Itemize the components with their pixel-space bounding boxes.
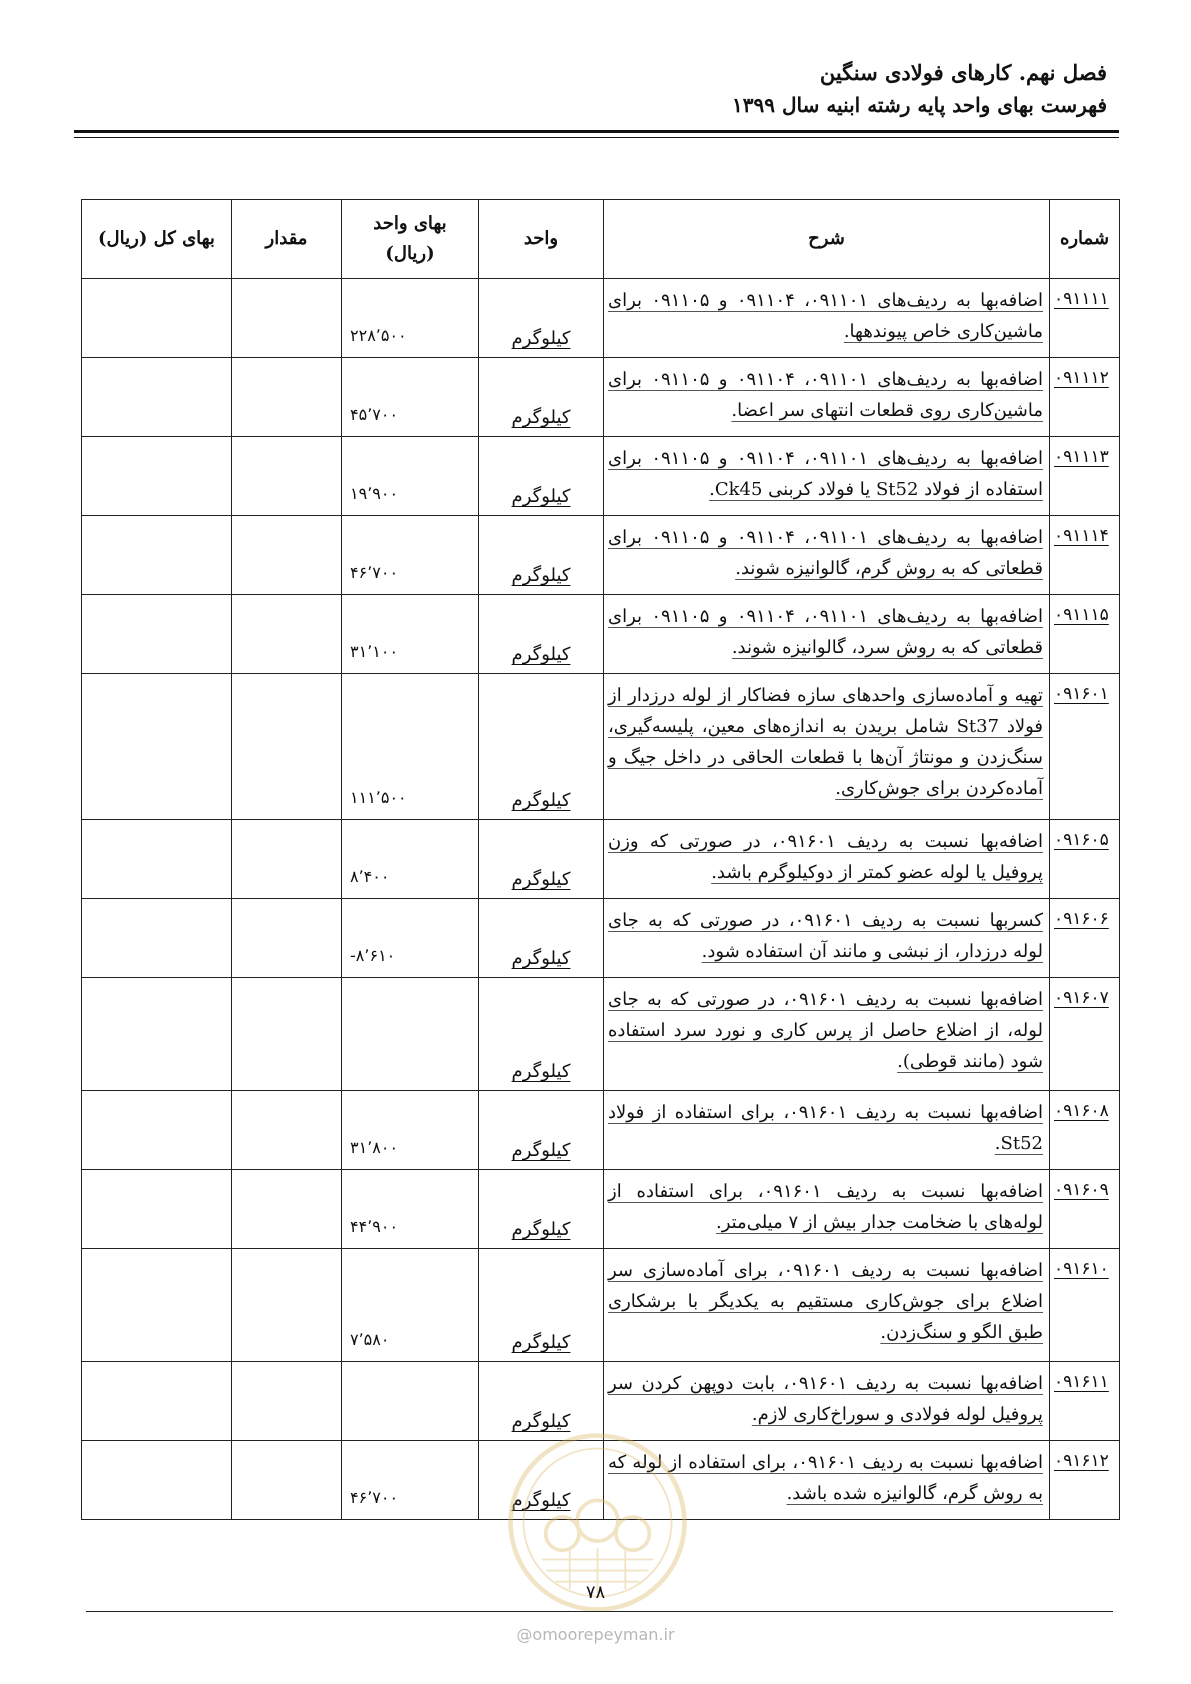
row-unit-price-text: ۱۱۱٬۵۰۰ — [350, 788, 407, 807]
row-description-text: کسربها نسبت به ردیف ۰۹۱۶۰۱، در صورتی که به جای لوله درزدار، از نبشی و مانند آن استفاده شود. — [608, 910, 1043, 962]
table-row — [82, 1170, 1120, 1249]
row-unit — [479, 899, 604, 978]
row-code — [1050, 1249, 1120, 1362]
row-code — [1050, 437, 1120, 516]
row-total-price — [82, 820, 232, 899]
document-subtitle: فهرست بهای واحد پایه رشته ابنیه سال ۱۳۹۹ — [732, 93, 1107, 117]
row-unit-price — [342, 437, 479, 516]
row-total-price — [82, 437, 232, 516]
row-description — [604, 674, 1050, 820]
row-quantity — [232, 674, 342, 820]
row-total-price — [82, 1249, 232, 1362]
row-code — [1050, 1091, 1120, 1170]
row-description-text: اضافه‌بها نسبت به ردیف ۰۹۱۶۰۱، در صورتی که وزن پروفیل یا لوله عضو کمتر از دوکیلوگرم باشد. — [608, 831, 1044, 883]
row-unit-text: کیلوگرم — [511, 1490, 571, 1511]
row-description — [604, 899, 1050, 978]
row-total-price — [82, 595, 232, 674]
chapter-title: فصل نهم. کارهای فولادی سنگین — [819, 60, 1107, 85]
row-unit — [479, 516, 604, 595]
row-unit — [479, 437, 604, 516]
table-row — [82, 437, 1120, 516]
row-unit-price — [342, 1091, 479, 1170]
row-unit — [479, 1249, 604, 1362]
row-code-text: ۰۹۱۱۱۱ — [1054, 289, 1109, 309]
row-quantity — [232, 595, 342, 674]
row-unit-text: کیلوگرم — [511, 869, 571, 890]
row-unit-text: کیلوگرم — [511, 948, 571, 969]
row-description-text: اضافه‌بها نسبت به ردیف ۰۹۱۶۰۱، برای استفاده از لوله‌های با ضخامت جدار بیش از ۷ میلی‌متر. — [608, 1181, 1044, 1233]
row-unit-text: کیلوگرم — [511, 565, 571, 586]
row-description-text: اضافه‌بها نسبت به ردیف ۰۹۱۶۰۱، برای استفاده از لوله که به روش گرم، گالوانیزه شده باشد. — [608, 1452, 1043, 1504]
row-quantity — [232, 1091, 342, 1170]
table-row — [82, 516, 1120, 595]
row-unit — [479, 820, 604, 899]
row-unit-text: کیلوگرم — [511, 1219, 571, 1240]
row-code-text: ۰۹۱۶۰۸ — [1054, 1101, 1109, 1121]
row-quantity — [232, 358, 342, 437]
row-unit-price — [342, 674, 479, 820]
row-code — [1050, 674, 1120, 820]
table-row — [82, 1249, 1120, 1362]
row-code-text: ۰۹۱۶۰۷ — [1054, 988, 1109, 1008]
footer-rule — [86, 1611, 1113, 1612]
row-unit-text: کیلوگرم — [511, 1332, 571, 1353]
row-description — [604, 1170, 1050, 1249]
row-description — [604, 1249, 1050, 1362]
header-rule-thick — [74, 130, 1119, 133]
row-description-text: اضافه‌بها نسبت به ردیف ۰۹۱۶۰۱، بابت دوپهن کردن سر پروفیل لوله فولادی و سوراخ‌کاری لازم. — [608, 1373, 1043, 1425]
row-unit-price — [342, 595, 479, 674]
row-unit-price-text: ۴۶٬۷۰۰ — [350, 563, 399, 582]
row-code-text: ۰۹۱۶۱۲ — [1054, 1451, 1109, 1471]
row-total-price — [82, 978, 232, 1091]
row-total-price — [82, 1362, 232, 1441]
row-code-text: ۰۹۱۱۱۳ — [1054, 447, 1109, 467]
table-row — [82, 899, 1120, 978]
row-unit-price — [342, 279, 479, 358]
row-description — [604, 978, 1050, 1091]
row-total-price — [82, 516, 232, 595]
row-unit — [479, 674, 604, 820]
row-total-price — [82, 1091, 232, 1170]
row-unit-price — [342, 1362, 479, 1441]
row-description — [604, 1091, 1050, 1170]
row-description — [604, 279, 1050, 358]
row-quantity — [232, 1362, 342, 1441]
unit-price-label: بهای واحد — [373, 213, 447, 234]
row-unit-price — [342, 1441, 479, 1520]
row-code — [1050, 1441, 1120, 1520]
column-header-quantity: مقدار — [232, 200, 342, 279]
row-code — [1050, 820, 1120, 899]
row-quantity — [232, 820, 342, 899]
table-row — [82, 595, 1120, 674]
row-description-text: اضافه‌بها نسبت به ردیف ۰۹۱۶۰۱، در صورتی که به جای لوله، از اضلاع حاصل از پرس کاری و نورد سرد استفاده شود (مانند قوطی). — [608, 989, 1044, 1072]
row-total-price — [82, 674, 232, 820]
row-code — [1050, 1170, 1120, 1249]
column-header-code: شماره — [1050, 200, 1120, 279]
row-unit-price-text: ۴۵٬۷۰۰ — [350, 405, 399, 424]
table-row — [82, 1362, 1120, 1441]
row-unit-price — [342, 978, 479, 1091]
row-description-text: تهیه و آماده‌سازی واحدهای سازه فضاکار از لوله درزدار از فولاد St37 شامل بریدن به اندازه‌های معین، پلیسه‌گیری، سنگ‌زدن و مونتاژ آن‌ها با قطعات الحاقی در داخل جیگ و آماده‌کردن برای جوش‌کاری. — [608, 685, 1043, 799]
row-unit-price — [342, 1170, 479, 1249]
row-description-text: اضافه‌بها به ردیف‌های ۰۹۱۱۰۱، ۰۹۱۱۰۴ و ۰۹۱۱۰۵ برای ماشین‌کاری خاص پیوندهها. — [608, 290, 1043, 342]
column-header-description: شرح — [604, 200, 1050, 279]
row-unit-text: کیلوگرم — [511, 644, 571, 665]
header-rule-thin — [74, 137, 1119, 138]
page-header — [732, 58, 1107, 122]
row-unit — [479, 279, 604, 358]
row-unit-price-text: ۲۲۸٬۵۰۰ — [350, 326, 407, 345]
row-unit-price-text: ۸٬۴۰۰ — [350, 867, 390, 886]
row-code-text: ۰۹۱۶۱۱ — [1054, 1372, 1109, 1392]
row-unit-price-text: ۴۴٬۹۰۰ — [350, 1217, 399, 1236]
row-unit — [479, 358, 604, 437]
row-unit-text: کیلوگرم — [511, 1061, 571, 1082]
price-list-table — [81, 199, 1120, 1520]
row-code-text: ۰۹۱۱۱۲ — [1054, 368, 1109, 388]
row-code — [1050, 899, 1120, 978]
row-unit-text: کیلوگرم — [511, 407, 571, 428]
row-description — [604, 437, 1050, 516]
row-code-text: ۰۹۱۶۰۱ — [1054, 684, 1109, 704]
table-row — [82, 358, 1120, 437]
row-quantity — [232, 279, 342, 358]
row-unit-price — [342, 358, 479, 437]
row-unit-price-text: ۳۱٬۸۰۰ — [350, 1138, 399, 1157]
column-header-total-price: بهای کل (ریال) — [82, 200, 232, 279]
row-description-text: اضافه‌بها به ردیف‌های ۰۹۱۱۰۱، ۰۹۱۱۰۴ و ۰۹۱۱۰۵ برای قطعاتی که به روش گرم، گالوانیزه شوند. — [608, 527, 1043, 579]
row-code-text: ۰۹۱۶۱۰ — [1054, 1259, 1109, 1279]
table-row — [82, 978, 1120, 1091]
row-unit — [479, 1091, 604, 1170]
row-unit-price — [342, 899, 479, 978]
row-quantity — [232, 516, 342, 595]
row-unit-price — [342, 516, 479, 595]
row-description-text: اضافه‌بها نسبت به ردیف ۰۹۱۶۰۱، برای آماده‌سازی سر اضلاع برای جوش‌کاری مستقیم به یکدیگر با برشکاری طبق الگو و سنگ‌زدن. — [608, 1260, 1043, 1343]
row-description-text: اضافه‌بها به ردیف‌های ۰۹۱۱۰۱، ۰۹۱۱۰۴ و ۰۹۱۱۰۵ برای ماشین‌کاری روی قطعات انتهای سر اعضا. — [608, 369, 1043, 421]
row-code — [1050, 978, 1120, 1091]
row-quantity — [232, 899, 342, 978]
row-description — [604, 516, 1050, 595]
row-unit-price — [342, 1249, 479, 1362]
column-header-unit: واحد — [479, 200, 604, 279]
row-description — [604, 358, 1050, 437]
row-unit — [479, 1170, 604, 1249]
row-quantity — [232, 437, 342, 516]
row-unit-price-text: -۸٬۶۱۰ — [350, 946, 396, 965]
row-quantity — [232, 1170, 342, 1249]
row-code — [1050, 1362, 1120, 1441]
row-total-price — [82, 1170, 232, 1249]
table-row — [82, 1091, 1120, 1170]
row-total-price — [82, 899, 232, 978]
table-row — [82, 674, 1120, 820]
row-unit — [479, 595, 604, 674]
row-unit-price — [342, 820, 479, 899]
row-total-price — [82, 1441, 232, 1520]
row-unit-text: کیلوگرم — [511, 1411, 571, 1432]
row-code-text: ۰۹۱۱۱۵ — [1054, 605, 1109, 625]
row-total-price — [82, 279, 232, 358]
table-header-row — [82, 200, 1120, 279]
row-unit-text: کیلوگرم — [511, 328, 571, 349]
column-header-unit-price — [342, 200, 479, 279]
row-description-text: اضافه‌بها به ردیف‌های ۰۹۱۱۰۱، ۰۹۱۱۰۴ و ۰۹۱۱۰۵ برای استفاده از فولاد St52 یا فولاد کربنی Ck45. — [608, 448, 1043, 500]
row-unit — [479, 1362, 604, 1441]
row-unit-text: کیلوگرم — [511, 486, 571, 507]
row-description-text: اضافه‌بها نسبت به ردیف ۰۹۱۶۰۱، برای استفاده از فولاد St52. — [608, 1102, 1043, 1154]
row-code — [1050, 516, 1120, 595]
table-row — [82, 279, 1120, 358]
row-unit — [479, 978, 604, 1091]
row-code — [1050, 358, 1120, 437]
row-unit-price-text: ۳۱٬۱۰۰ — [350, 642, 399, 661]
page-number: ۷۸ — [585, 1582, 606, 1603]
row-quantity — [232, 978, 342, 1091]
row-unit-price-text: ۴۶٬۷۰۰ — [350, 1488, 399, 1507]
row-total-price — [82, 358, 232, 437]
row-description — [604, 820, 1050, 899]
row-code-text: ۰۹۱۶۰۹ — [1054, 1180, 1109, 1200]
watermark-url: @omoorepeyman.ir — [516, 1625, 675, 1644]
row-description — [604, 1362, 1050, 1441]
row-code-text: ۰۹۱۶۰۵ — [1054, 830, 1109, 850]
table-body — [82, 279, 1120, 1520]
row-code — [1050, 279, 1120, 358]
row-code-text: ۰۹۱۱۱۴ — [1054, 526, 1109, 546]
row-code-text: ۰۹۱۶۰۶ — [1054, 909, 1109, 929]
row-unit-price-text: ۱۹٬۹۰۰ — [350, 484, 399, 503]
row-description — [604, 595, 1050, 674]
row-quantity — [232, 1249, 342, 1362]
row-quantity — [232, 1441, 342, 1520]
row-unit-text: کیلوگرم — [511, 790, 571, 811]
table-row — [82, 820, 1120, 899]
row-description-text: اضافه‌بها به ردیف‌های ۰۹۱۱۰۱، ۰۹۱۱۰۴ و ۰۹۱۱۰۵ برای قطعاتی که به روش سرد، گالوانیزه شوند. — [608, 606, 1043, 658]
row-code — [1050, 595, 1120, 674]
unit-price-currency: (ریال) — [385, 243, 435, 264]
row-unit-text: کیلوگرم — [511, 1140, 571, 1161]
row-unit-price-text: ۷٬۵۸۰ — [350, 1330, 390, 1349]
